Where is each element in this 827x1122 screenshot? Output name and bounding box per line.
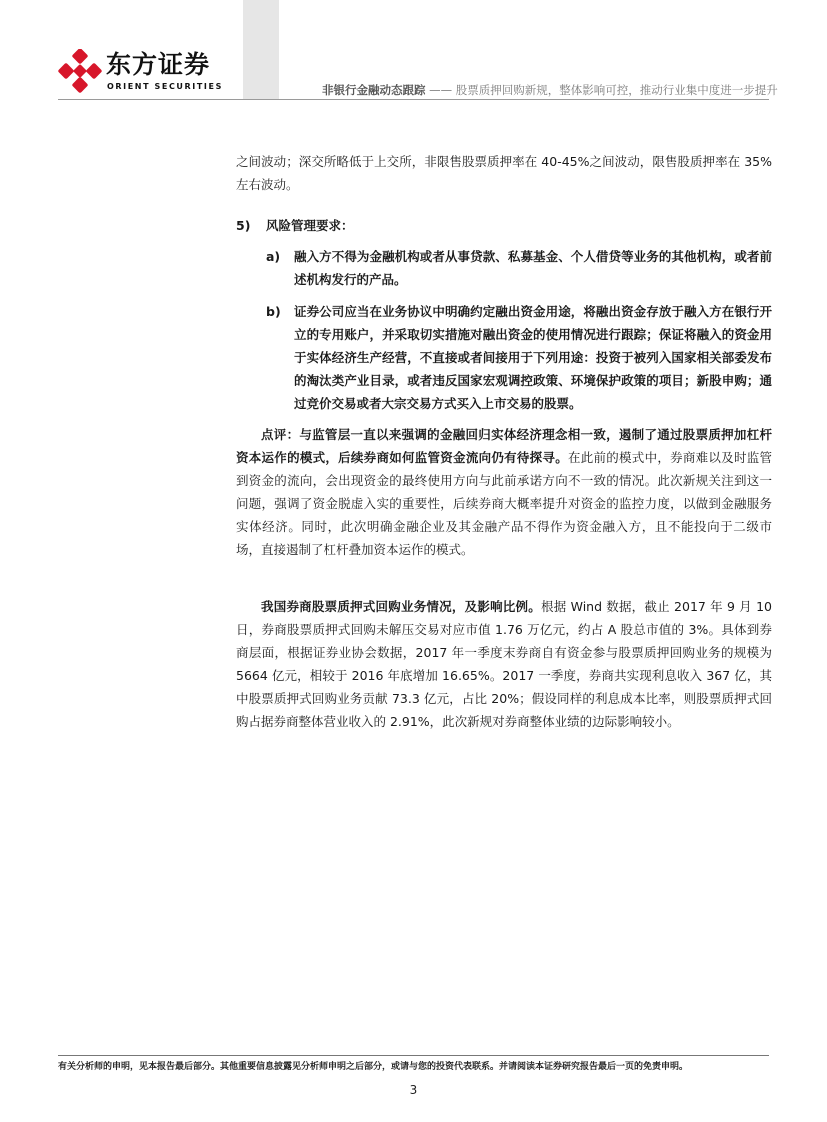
list-item-b-label: b) — [266, 304, 281, 319]
report-header-title — [322, 82, 778, 98]
section-5-number: 5) — [236, 218, 251, 233]
list-item-b-text: 证券公司应当在业务协议中明确约定融出资金用途，将融出资金存放于融入方在银行开立的专用账户，并采取切实措施对融出资金的使用情况进行跟踪；保证将融入的资金用于实体经济生产经营，不直接或者间接用于下列用途：投资于被列入国家相关部委发布的淘汰类产业目录，或者违反国家宏观调控政策、环境保护政策的项目；新股申购；通过竞价交易或者大宗交易方式买入上市交易的股票。 — [294, 304, 772, 411]
section-5-title: 风险管理要求： — [266, 218, 354, 233]
header-decor-band — [243, 0, 279, 99]
pledge-business-bold: 我国券商股票质押式回购业务情况，及影响比例。 — [261, 599, 541, 614]
page-number: 3 — [409, 1083, 418, 1097]
header-divider — [58, 99, 769, 100]
paragraph-comment — [236, 423, 772, 561]
list-item-a — [236, 245, 772, 291]
list-item-a-text: 融入方不得为金融机构或者从事贷款、私募基金、个人借贷等业务的其他机构，或者前述机构发行的产品。 — [294, 249, 772, 287]
footer-divider — [58, 1055, 769, 1056]
header-title-rest: —— 股票质押回购新规，整体影响可控，推动行业集中度进一步提升 — [425, 83, 778, 97]
header-title-bold: 非银行金融动态跟踪 — [322, 83, 426, 97]
logo-chinese-name: 东方证券 — [106, 50, 211, 79]
footer-disclaimer: 有关分析师的申明，见本报告最后部分。其他重要信息披露见分析师申明之后部分，或请与您的投资代表联系。并请阅读本证券研究报告最后一页的免责申明。 — [58, 1062, 689, 1072]
orient-logo-icon — [58, 49, 102, 93]
comment-bold: 点评：与监管层一直以来强调的金融回归实体经济理念相一致，遏制了通过股票质押加杠杆资本运作的模式，后续券商如何监管资金流向仍有待探寻。 — [236, 427, 772, 465]
company-logo — [58, 46, 238, 96]
main-content — [236, 150, 772, 733]
section-5-heading — [236, 214, 772, 237]
paragraph-fluctuation: 之间波动；深交所略低于上交所，非限售股票质押率在 40-45%之间波动，限售股质押率在 35%左右波动。 — [236, 154, 772, 192]
pledge-business-rest: 根据 Wind 数据，截止 2017 年 9 月 10 日，券商股票质押式回购未解压交易对应市值 1.76 万亿元，约占 A 股总市值的 3%。具体到券商层面，根据证券业协会数据，2017 年一季度末券商自有资金参与股票质押回购业务的规模为 5664 亿元，相较于 2016 年底增加 16.65%。2017 一季度，券商共实现利息收入 367 亿，其中股票质押式回购业务贡献 73.3 亿元，占比 20%；假设同样的利息成本比率，则股票质押式回购占据券商整体营业收入的 2.91%，此次新规对券商整体业绩的边际影响较小。 — [236, 599, 772, 729]
list-item-b — [236, 300, 772, 415]
paragraph-pledge-business — [236, 595, 772, 733]
comment-rest: 在此前的模式中，券商难以及时监管到资金的流向，会出现资金的最终使用方向与此前承诺方向不一致的情况。此次新规关注到这一问题，强调了资金脱虚入实的重要性，后续券商大概率提升对资金的监控力度，以做到金融服务实体经济。同时，此次明确金融企业及其金融产品不得作为资金融入方，且不能投向于二级市场，直接遏制了杠杆叠加资本运作的模式。 — [236, 450, 772, 557]
logo-english-name: ORIENT SECURITIES — [107, 82, 223, 91]
list-item-a-label: a) — [266, 249, 281, 264]
